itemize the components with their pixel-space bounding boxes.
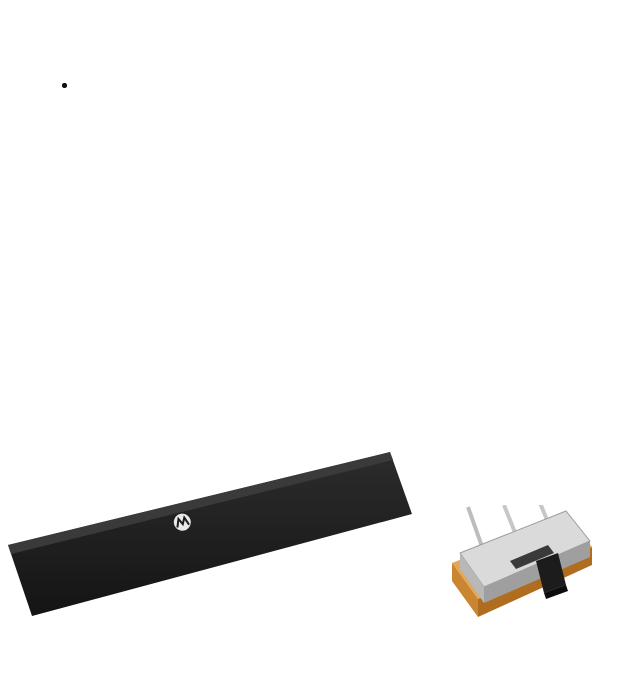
seven-segment-diagram-right — [330, 240, 570, 415]
seven-segment-diagram-left — [58, 240, 298, 415]
slide-switch-image — [440, 505, 610, 635]
pic16f877-chip-image — [0, 430, 440, 660]
